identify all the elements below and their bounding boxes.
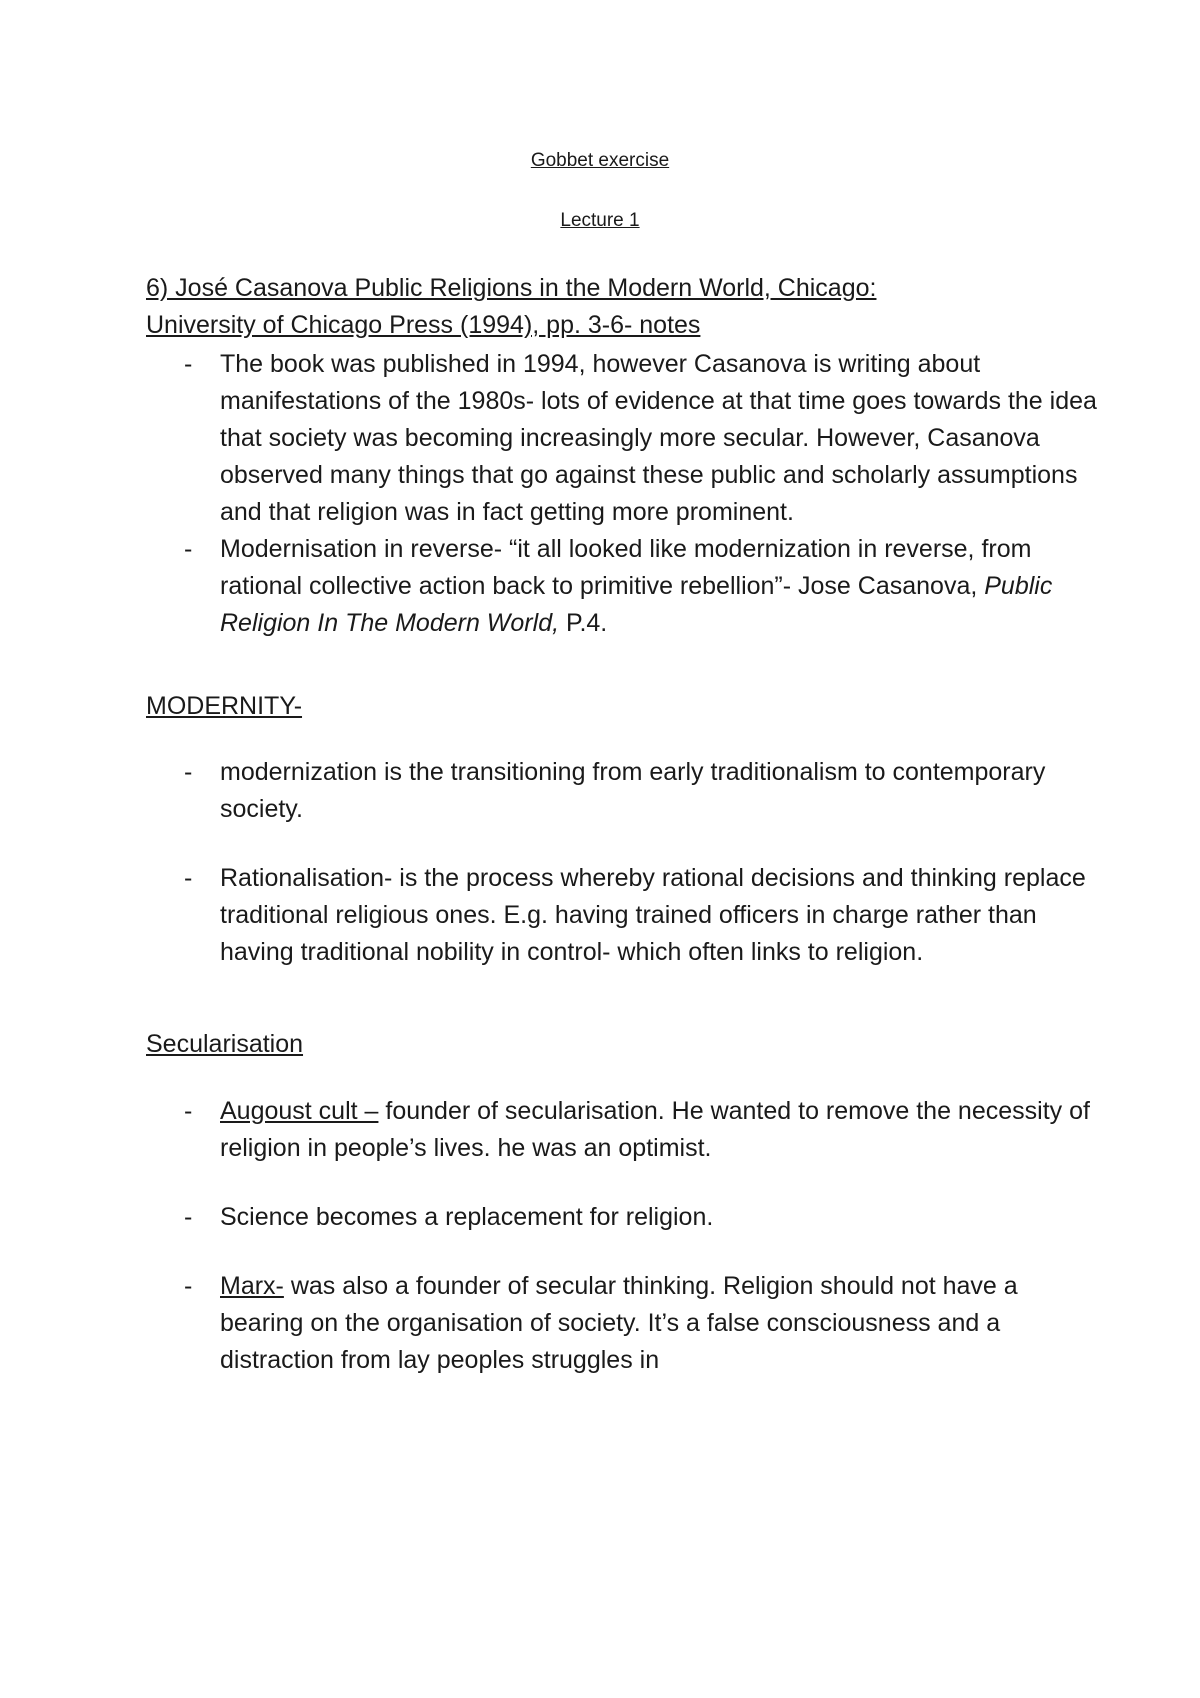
- intro-bullet-list: [146, 346, 1106, 642]
- bullet-lead-underlined: Marx-: [220, 1272, 284, 1300]
- bullet-dash: -: [184, 1203, 193, 1231]
- bullet-text: Rationalisation- is the process whereby rational decisions and thinking replace traditional religious ones. E.g. having trained officers in charge rather than having traditional nobility in control- which often links to religion.: [220, 864, 1086, 966]
- bullet-text: Science becomes a replacement for religion.: [220, 1203, 714, 1231]
- document-title: Gobbet exercise: [530, 150, 670, 171]
- bullet-dash: -: [184, 864, 193, 892]
- bullet-text: modernization is the transitioning from early traditionalism to contemporary society.: [220, 758, 1046, 823]
- bullet-dash: -: [184, 350, 193, 378]
- bullet-dash: -: [184, 535, 193, 563]
- bullet-text: Modernisation in reverse- “it all looked like modernization in reverse, from rational collective action back to primitive rebellion”- Jose Casanova,: [220, 535, 1032, 600]
- bullet-dash: -: [184, 1097, 193, 1125]
- section-heading-secularisation: Secularisation: [146, 1030, 304, 1058]
- list-item: [146, 1199, 1106, 1236]
- book-title-italic: Public Religion In The Modern World,: [220, 572, 1053, 637]
- secularisation-bullet-list: [146, 1093, 1106, 1379]
- bullet-dash: -: [184, 758, 193, 786]
- bullet-dash: -: [184, 1272, 193, 1300]
- list-item: [146, 1093, 1106, 1167]
- bullet-text: was also a founder of secular thinking. Religion should not have a bearing on the organisation of society. It’s a false consciousness and a distraction from lay peoples struggles in: [220, 1272, 1018, 1374]
- list-item: [146, 346, 1106, 531]
- list-item: [146, 860, 1106, 971]
- reference-line-2: University of Chicago Press (1994), pp. 3-6- notes: [146, 311, 701, 339]
- source-reference: [146, 270, 1106, 344]
- reference-line-1: 6) José Casanova Public Religions in the Modern World, Chicago:: [146, 274, 877, 302]
- bullet-text-end: P.4.: [559, 609, 608, 637]
- list-item: [146, 1268, 1106, 1379]
- bullet-lead-underlined: Augoust cult –: [220, 1097, 379, 1125]
- bullet-text: The book was published in 1994, however Casanova is writing about manifestations of the 1980s- lots of evidence at that time goes towards the idea that society was becoming increasingly more secular. However, Casanova observed many things that go against these public and scholarly assumptions and that religion was in fact getting more prominent.: [220, 350, 1097, 526]
- modernity-bullet-list: [146, 754, 1106, 971]
- section-heading-modernity: MODERNITY-: [146, 692, 303, 720]
- list-item: [146, 754, 1106, 828]
- bullet-text: founder of secularisation. He wanted to remove the necessity of religion in people’s lives. he was an optimist.: [220, 1097, 1090, 1162]
- list-item: [146, 531, 1106, 642]
- lecture-heading: Lecture 1: [560, 210, 640, 231]
